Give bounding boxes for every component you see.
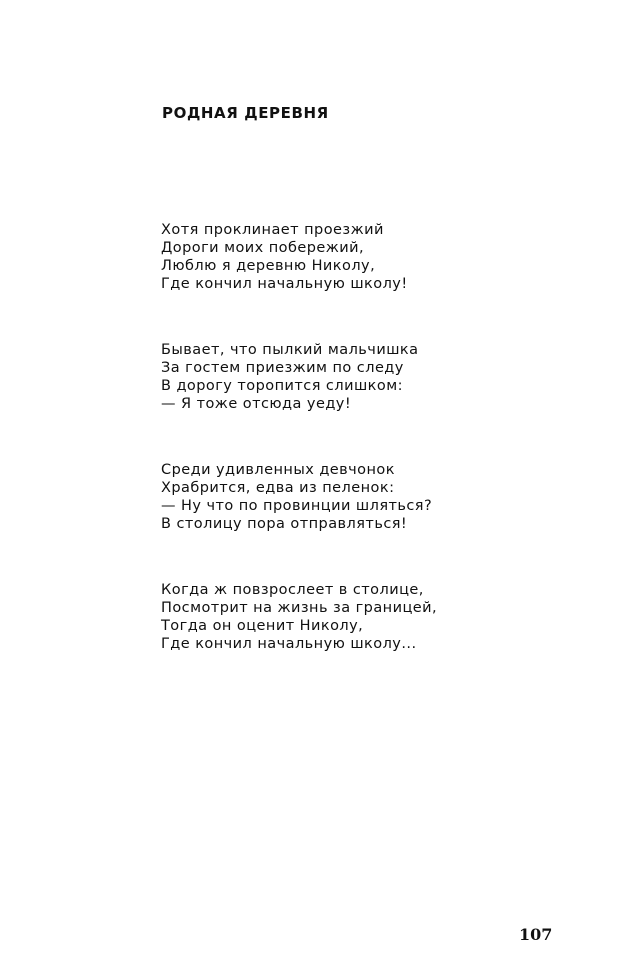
poem-line: Хотя проклинает проезжий [161, 222, 384, 238]
poem-line: Храбрится, едва из пеленок: [161, 480, 395, 496]
poem-line: В дорогу торопится слишком: [161, 378, 403, 394]
poem-line: — Ну что по провинции шляться? [161, 498, 433, 514]
stanza-2 [161, 341, 491, 413]
poem-line: Где кончил начальную школу... [161, 636, 417, 652]
poem-line: Когда ж повзрослеет в столице, [161, 582, 424, 598]
poem-title: РОДНАЯ ДЕРЕВНЯ [162, 104, 329, 122]
stanza-1 [161, 221, 491, 293]
poem-line: Среди удивленных девчонок [161, 462, 395, 478]
poem-line: Дороги моих побережий, [161, 240, 365, 256]
page-number: 107 [519, 925, 553, 944]
poem-line: Бывает, что пылкий мальчишка [161, 342, 419, 358]
poem-line: За гостем приезжим по следу [161, 360, 404, 376]
poem-line: Посмотрит на жизнь за границей, [161, 600, 438, 616]
poem-body [161, 221, 491, 701]
poem-line: В столицу пора отправляться! [161, 516, 408, 532]
poem-line: Тогда он оценит Николу, [161, 618, 364, 634]
stanza-3 [161, 461, 491, 533]
stanza-4 [161, 581, 491, 653]
poem-line: Люблю я деревню Николу, [161, 258, 376, 274]
poem-line: Где кончил начальную школу! [161, 276, 408, 292]
poem-line: — Я тоже отсюда уеду! [161, 396, 352, 412]
